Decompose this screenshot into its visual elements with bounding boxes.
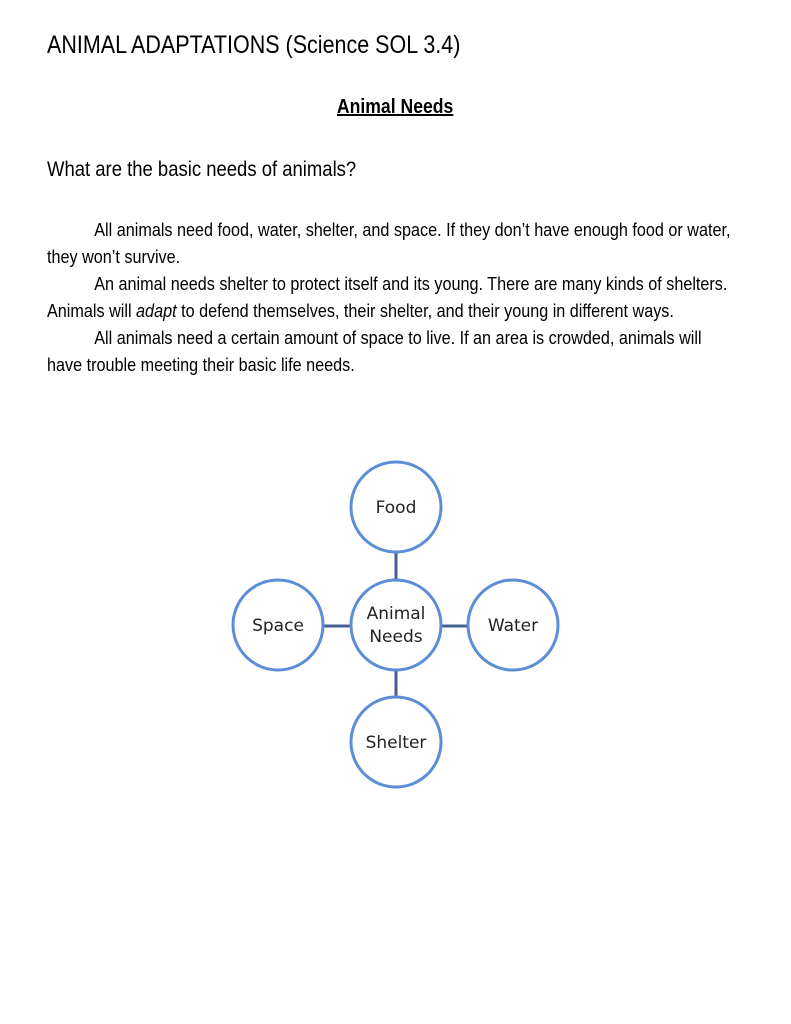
food-label: Food xyxy=(375,498,417,518)
diagram-node-shelter xyxy=(351,697,441,787)
document-title: ANIMAL ADAPTATIONS (Science SOL 3.4) xyxy=(47,31,461,59)
center-circle xyxy=(351,580,441,670)
paragraph-shelter-end: to defend themselves, their shelter, and their young in different ways. xyxy=(176,300,674,321)
shelter-label: Shelter xyxy=(365,733,427,753)
question-heading: What are the basic needs of animals? xyxy=(47,158,357,181)
water-label: Water xyxy=(487,616,539,636)
center-label-line2: Needs xyxy=(369,627,423,647)
diagram-node-water xyxy=(468,580,558,670)
diagram-node-center xyxy=(351,580,441,670)
paragraph-shelter-start: An animal needs shelter to protect itself and its young. There are many kinds of shelters. Animals will xyxy=(47,273,728,321)
diagram-node-food xyxy=(351,462,441,552)
section-heading-text: Animal Needs xyxy=(337,96,454,118)
paragraph-basic-needs: All animals need food, water, shelter, and space. If they don’t have enough food or water, they won’t survive. xyxy=(47,219,731,267)
adapt-emphasis: adapt xyxy=(136,300,177,321)
paragraph-space: All animals need a certain amount of space to live. If an area is crowded, animals will have trouble meeting their basic life needs. xyxy=(47,327,702,375)
center-label-line1: Animal xyxy=(366,604,426,624)
diagram-node-space xyxy=(233,580,323,670)
space-label: Space xyxy=(252,616,304,636)
